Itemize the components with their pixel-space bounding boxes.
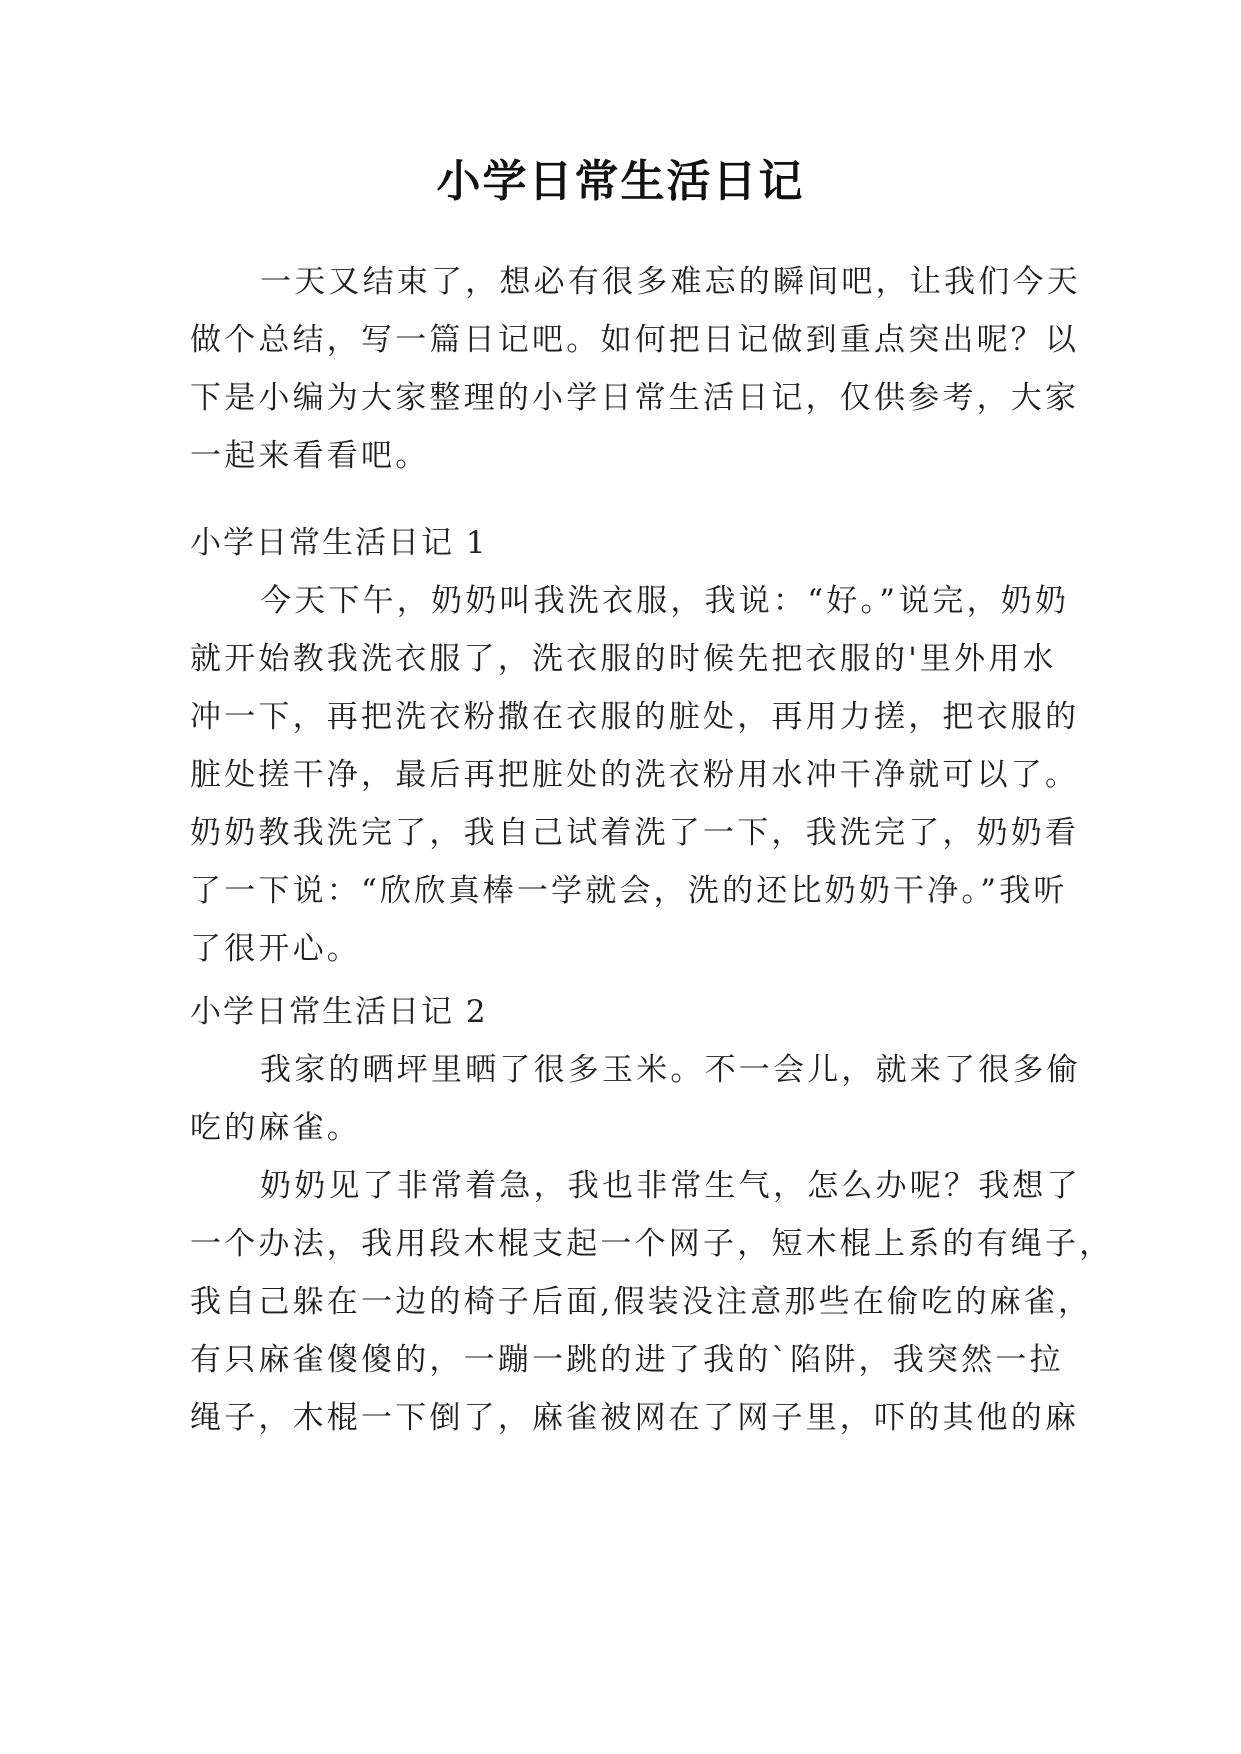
intro-line: 一天又结束了，想必有很多难忘的瞬间吧，让我们今天 [260,264,1081,300]
diary-1-line: 冲一下，再把洗衣粉撒在衣服的脏处，再用力搓，把衣服的 [190,699,1080,735]
diary-1-line: 了一下说：“欣欣真棒一学就会，洗的还比奶奶干净。”我听 [190,873,1068,909]
diary-2-line: 吃的麻雀。 [190,1110,361,1146]
document-title: 小学日常生活日记 [436,156,805,207]
diary-2-line: 一个办法，我用段木棍支起一个网子，短木棍上系的有绳子， [190,1226,1114,1262]
intro-line: 一起来看看吧。 [190,438,430,474]
diary-1-line: 奶奶教我洗完了，我自己试着洗了一下，我洗完了，奶奶看 [190,815,1080,851]
diary-2-heading: 小学日常生活日记 2 [190,994,488,1030]
intro-line: 做个总结，写一篇日记吧。如何把日记做到重点突出呢？以 [190,322,1080,358]
diary-2-section [190,983,1114,1447]
diary-1-line: 今天下午，奶奶叫我洗衣服，我说：“好。”说完，奶奶 [260,583,1070,619]
intro-line: 下是小编为大家整理的小学日常生活日记，仅供参考，大家 [190,380,1080,416]
diary-1-line: 了很开心。 [190,931,361,967]
diary-1-line: 脏处搓干净，最后再把脏处的洗衣粉用水冲干净就可以了。 [190,757,1080,793]
diary-1-section [190,514,1080,978]
diary-1-heading: 小学日常生活日记 1 [190,525,488,561]
diary-2-line: 我家的晒坪里晒了很多玉米。不一会儿，就来了很多偷 [260,1052,1081,1088]
diary-2-line: 奶奶见了非常着急，我也非常生气，怎么办呢？我想了 [260,1168,1081,1204]
diary-1-line: 就开始教我洗衣服了，洗衣服的时候先把衣服的'里外用水 [190,641,1057,677]
diary-2-line: 绳子，木棍一下倒了，麻雀被网在了网子里，吓的其他的麻 [190,1400,1080,1436]
diary-2-line: 我自己躲在一边的椅子后面,假装没注意那些在偷吃的麻雀， [190,1284,1093,1320]
diary-2-line: 有只麻雀傻傻的，一蹦一跳的进了我的`陷阱，我突然一拉 [190,1342,1064,1378]
intro-paragraph [190,253,1081,485]
